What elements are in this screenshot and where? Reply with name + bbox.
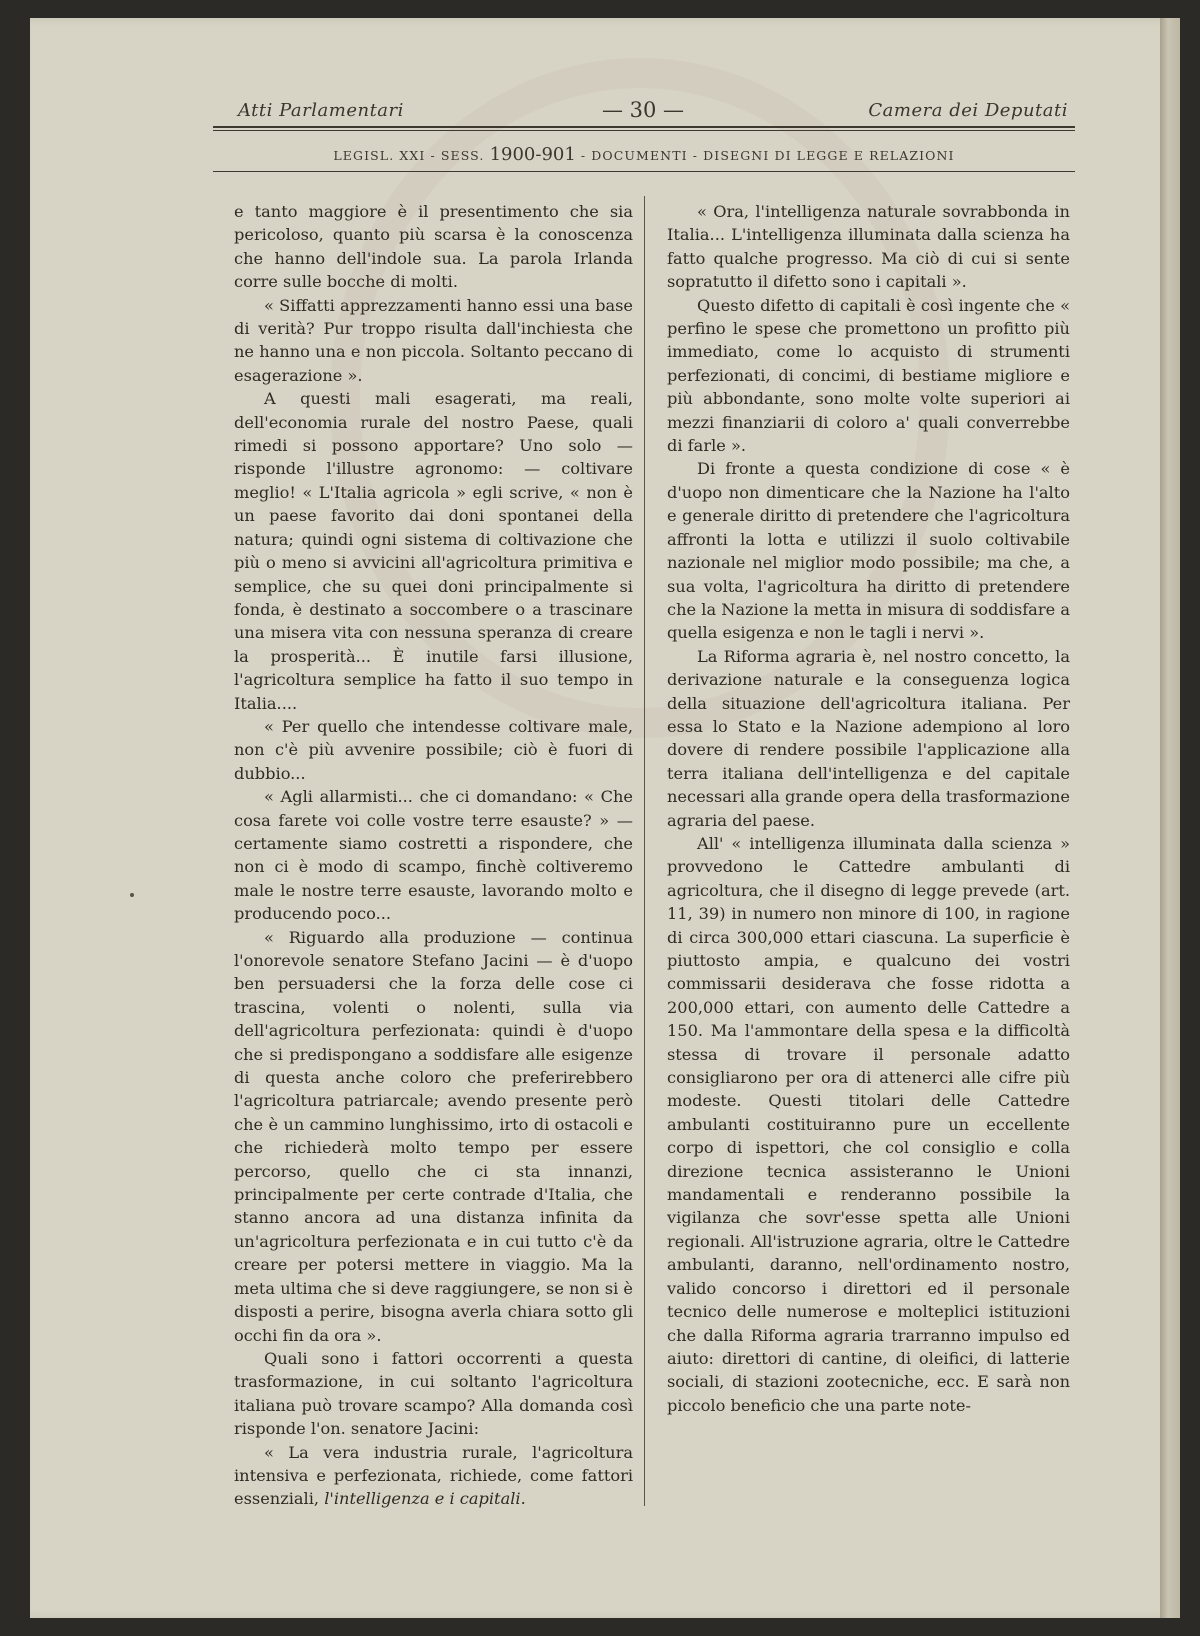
page-number: — 30 — bbox=[601, 98, 685, 122]
header-left: Atti Parlamentari bbox=[238, 100, 404, 121]
paragraph: e tanto maggiore è il presentimento che sia pericoloso, quanto più scarsa è la conoscenza che hanno dell'indole sua. La parola Irlanda corre sulle bocche di molti. bbox=[234, 202, 633, 292]
header-rule-thin bbox=[213, 130, 1075, 131]
subheader-post: - DOCUMENTI - DISEGNI DI LEGGE E RELAZIONI bbox=[580, 148, 955, 163]
paragraph: « Siffatti apprezzamenti hanno essi una base di verità? Pur troppo risulta dall'inchiesta che ne hanno una e non piccola. Soltanto peccano di esagerazione ». bbox=[234, 295, 633, 385]
header-right: Camera dei Deputati bbox=[868, 100, 1068, 121]
paragraph-text: « La vera industria rurale, l'agricoltura intensiva e perfezionata, richiede, come fattori essenziali, bbox=[234, 1442, 633, 1509]
right-column bbox=[667, 200, 1070, 1417]
subheader-year: 1900-901 bbox=[489, 144, 576, 165]
paragraph: « Agli allarmisti... che ci domandano: « Che cosa farete voi colle vostre terre esauste? » — certamente siamo costretti a rispondere, che non ci è modo di scampo, finchè coltiveremo male le nostre terre esauste, lavorando molto e producendo poco... bbox=[234, 787, 633, 924]
paragraph: « Riguardo alla produzione — continua l'onorevole senatore Stefano Jacini — è d'uopo ben persuadersi che la forza delle cose ci trascina, volenti o nolenti, sulla via dell'agricoltura perfezionata: quindi è d'uopo che si predispongano a soddisfare alle esigenze di questa anche coloro che preferirebbero l'agricoltura patriarcale; avendo presente però che è un cammino lunghissimo, irto di ostacoli e che richiederà molto tempo per essere percorso, quello che ci sta innanzi, principalmente per certe contrade d'Italia, che stanno ancora ad una distanza infinita da un'agricoltura perfezionata e in cui tutto c'è da creare per potersi mettere in viaggio. Ma la meta ultima che si deve raggiungere, se non si è disposti a perire, bisogna averla chiara sotto gli occhi fin da ora ». bbox=[234, 927, 633, 1345]
header-rule bbox=[213, 126, 1075, 128]
paragraph: A questi mali esagerati, ma reali, dell'economia rurale del nostro Paese, quali rimedi si possono apportare? Uno solo — risponde l'illustre agronomo: — coltivare meglio! « L'Italia agricola » egli scrive, « non è un paese favorito dai doni spontanei della natura; quindi ogni sistema di coltivazione che più o meno si avvicini all'agricoltura primitiva e semplice, che su quei doni principalmente si fonda, è destinato a soccombere o a trascinare una misera vita con nessuna speranza di creare la prosperità... È inutile farsi illusione, l'agricoltura semplice ha fatto il suo tempo in Italia.... bbox=[234, 389, 633, 713]
page-edge bbox=[1160, 18, 1180, 1618]
subheader-rule bbox=[213, 171, 1075, 172]
paragraph: « Per quello che intendesse coltivare male, non c'è più avvenire possibile; ciò è fuori di dubbio... bbox=[234, 716, 633, 783]
paragraph: « Ora, l'intelligenza naturale sovrabbonda in Italia... L'intelligenza illuminata dalla scienza ha fatto qualche progresso. Ma ciò di cui si sente sopratutto il difetto sono i capitali ». bbox=[667, 202, 1070, 292]
session-subheader bbox=[213, 144, 1075, 165]
paragraph: Questo difetto di capitali è così ingente che « perfino le spese che promettono un profitto più immediato, come lo acquisto di strumenti perfezionati, di concimi, di bestiame migliore e più abbondante, sono molte volte superiori ai mezzi finanziarii di coloro a' quali converrebbe di farle ». bbox=[667, 295, 1070, 456]
document-page bbox=[30, 18, 1180, 1618]
subheader-pre: LEGISL. XXI - SESS. bbox=[333, 148, 485, 163]
paragraph: La Riforma agraria è, nel nostro concetto, la derivazione naturale e la conseguenza logica della situazione dell'agricoltura italiana. Per essa lo Stato e la Nazione adempiono al loro dovere di rendere possibile l'applicazione alla terra italiana dell'intelligenza e del capitale necessari alla grande opera della trasformazione agraria del paese. bbox=[667, 646, 1070, 830]
ink-speck bbox=[130, 893, 134, 897]
left-column bbox=[234, 200, 633, 1511]
scanned-page-background bbox=[30, 18, 1178, 1618]
column-divider bbox=[644, 196, 645, 1506]
paragraph: All' « intelligenza illuminata dalla scienza » provvedono le Cattedre ambulanti di agricoltura, che il disegno di legge prevede (art. 11, 39) in numero non minore di 100, in ragione di circa 300,000 ettari ciascuna. La superficie è piuttosto ampia, e qualcuno dei vostri commissarii desiderava che fosse ridotta a 200,000 ettari, con aumento delle Cattedre a 150. Ma l'ammontare della spesa e la difficoltà stessa di trovare il personale adatto consigliarono per ora di attenerci alle cifre più modeste. Questi titolari delle Cattedre ambulanti costituiranno pure un eccellente corpo di ispettori, che col consiglio e colla direzione tecnica assisteranno le Unioni mandamentali e renderanno possibile la vigilanza che sovr'esse spetta alle Unioni regionali. All'istruzione agraria, oltre le Cattedre ambulanti, daranno, nell'ordinamento nostro, valido concorso i direttori ed il personale tecnico delle numerose e molteplici istituzioni che dalla Riforma agraria trarranno impulso ed aiuto: direttori di cantine, di oleifici, di latterie sociali, di stazioni zootecniche, ecc. E sarà non piccolo beneficio che una parte note- bbox=[667, 833, 1070, 1415]
paragraph: Di fronte a questa condizione di cose « è d'uopo non dimenticare che la Nazione ha l'alto e generale diritto di pretendere che l'agricoltura affronti la lotta e utilizzi il suolo coltivabile nazionale nel miglior modo possibile; ma che, a sua volta, l'agricoltura ha diritto di pretendere che la Nazione la metta in misura di soddisfare a quella esigenza e non le tagli i nervi ». bbox=[667, 459, 1070, 643]
paragraph-last bbox=[234, 1441, 633, 1511]
italic-phrase: l'intelligenza e i capitali. bbox=[324, 1489, 526, 1509]
paragraph: Quali sono i fattori occorrenti a questa trasformazione, in cui soltanto l'agricoltura italiana può trovare scampo? Alla domanda così risponde l'on. senatore Jacini: bbox=[234, 1348, 633, 1439]
